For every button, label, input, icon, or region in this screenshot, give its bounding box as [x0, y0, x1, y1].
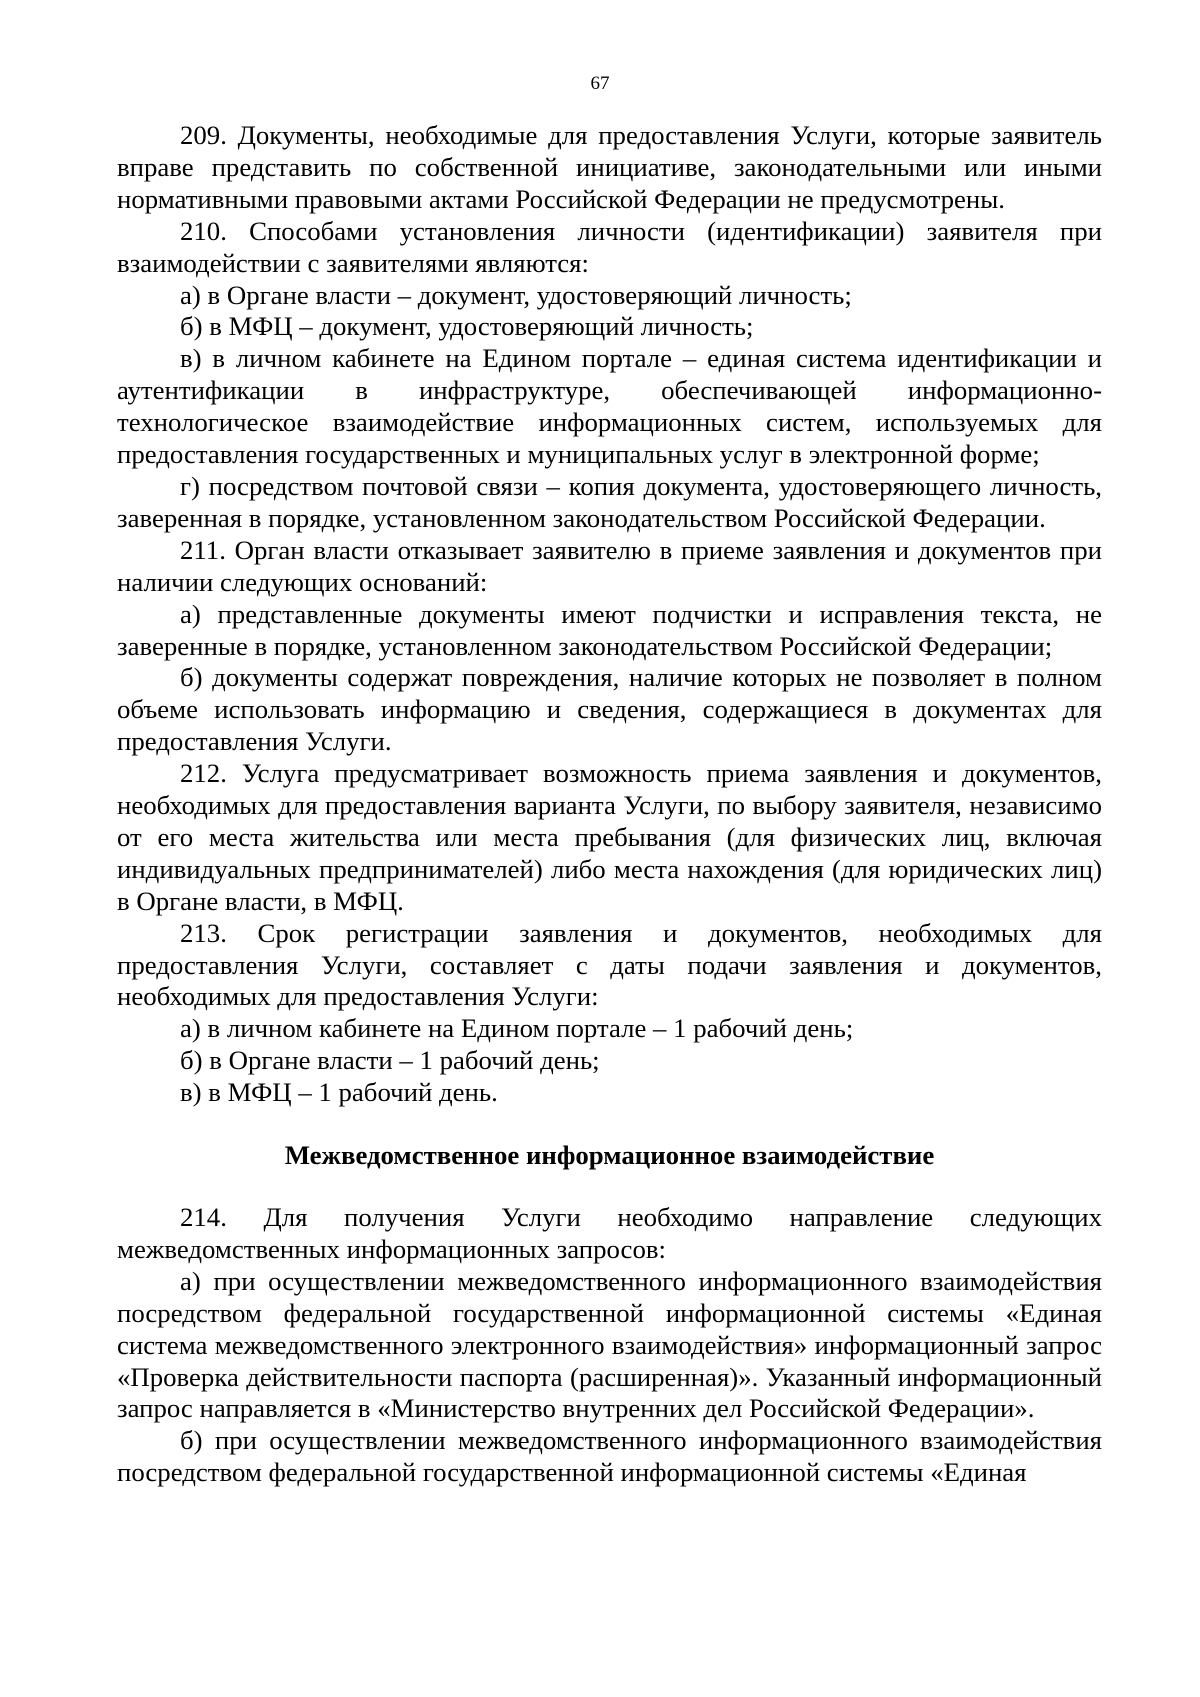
paragraph-214: 214. Для получения Услуги необходимо направление следующих межведомственных информационных запросов:	[117, 1202, 1102, 1264]
paragraph-213-a: а) в личном кабинете на Едином портале – 1 рабочий день;	[180, 1013, 854, 1044]
document-body	[117, 120, 1102, 1489]
paragraph-210: 210. Способами установления личности (идентификации) заявителя при взаимодействии с заявителями являются:	[117, 215, 1102, 278]
paragraph-214-b: б) при осуществлении межведомственного информационного взаимодействия посредством федеральной государственной информационной системы «Единая	[117, 1425, 1102, 1488]
paragraph-212: 212. Услуга предусматривает возможность приема заявления и документов, необходимых для предоставления варианта Услуги, по выбору заявителя, независимо от его места жительства или места пребывания (для физических лиц, включая индивидуальных предпринимателей) либо места нахождения (для юридических лиц) в Органе власти, в МФЦ.	[117, 758, 1102, 916]
paragraph-210-b: б) в МФЦ – документ, удостоверяющий личность;	[180, 311, 754, 342]
paragraph-211-a: а) представленные документы имеют подчистки и исправления текста, не заверенные в порядке, установленном законодательством Российской Федерации;	[117, 598, 1102, 661]
paragraph-210-g: г) посредством почтовой связи – копия документа, удостоверяющего личность, заверенная в порядке, установленном законодательством Российской Федерации.	[117, 470, 1102, 533]
paragraph-213: 213. Срок регистрации заявления и документов, необходимых для предоставления Услуги, составляет с даты подачи заявления и документов, необходимых для предоставления Услуги:	[117, 917, 1102, 1012]
paragraph-210-a: а) в Органе власти – документ, удостоверяющий личность;	[180, 279, 852, 310]
page-number: 67	[590, 73, 610, 94]
paragraph-213-v: в) в МФЦ – 1 рабочий день.	[180, 1077, 498, 1108]
paragraph-213-b: б) в Органе власти – 1 рабочий день;	[180, 1045, 600, 1076]
paragraph-209: 209. Документы, необходимые для предоставления Услуги, которые заявитель вправе представить по собственной инициативе, законодательными или иными нормативными правовыми актами Российской Федерации не предусмотрены.	[117, 120, 1102, 214]
paragraph-211-b: б) документы содержат повреждения, наличие которых не позволяет в полном объеме использовать информацию и сведения, содержащиеся в документах для предоставления Услуги.	[117, 662, 1102, 757]
paragraph-214-a: а) при осуществлении межведомственного информационного взаимодействия посредством федеральной государственной информационной системы «Единая система межведомственного электронного взаимодействия» информационный запрос «Проверка действительности паспорта (расширенная)». Указанный информационный запрос направляется в «Министерство внутренних дел Российской Федерации».	[117, 1265, 1102, 1424]
section-heading: Межведомственное информационное взаимодействие	[284, 1140, 935, 1171]
paragraph-211: 211. Орган власти отказывает заявителю в приеме заявления и документов при наличии следующих оснований:	[117, 534, 1102, 597]
paragraph-210-v: в) в личном кабинете на Едином портале – единая система идентификации и аутентификации в инфраструктуре, обеспечивающей информационно-технологическое взаимодействие информационных систем, используемых для предоставления государственных и муниципальных услуг в электронной форме;	[117, 343, 1102, 470]
